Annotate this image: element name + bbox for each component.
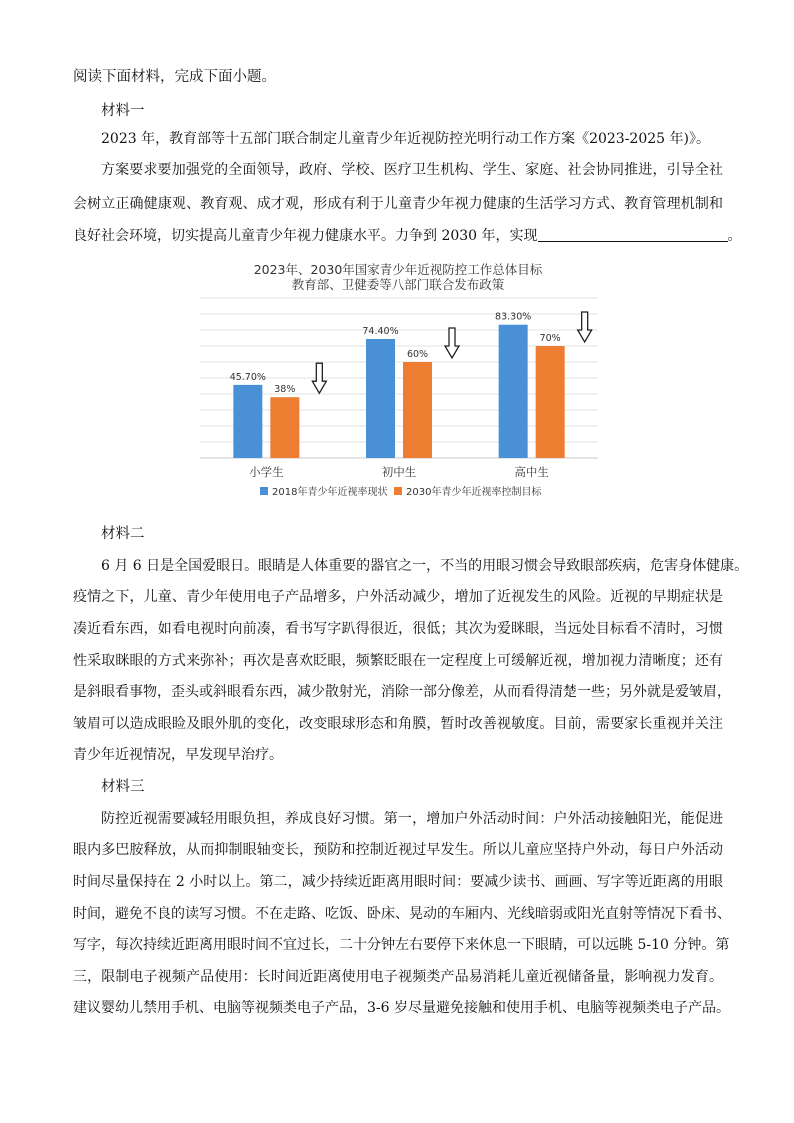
answer-blank[interactable] (538, 227, 728, 242)
legend-swatch (394, 487, 402, 495)
bar-current-2018 (499, 325, 528, 458)
intro-instruction: 阅读下面材料，完成下面小题。 (73, 69, 276, 85)
down-arrow-icon (578, 312, 592, 342)
material2-heading: 材料二 (101, 526, 145, 542)
material3-line: 防控近视需要减轻用眼负担，养成良好习惯。第一，增加户外活动时间：户外活动接触阳光，能促进 (101, 811, 723, 827)
bar-target-2030 (536, 346, 565, 458)
myopia-rate-chart (180, 258, 620, 508)
material1-paragraph2-text: 良好社会环境，切实提高儿童青少年视力健康水平。力争到 2030 年，实现 (73, 228, 538, 244)
material3-line: 时间尽量保持在 2 小时以上。第二，减少持续近距离用眼时间：要减少读书、画画、写字等近距离的用眼 (73, 874, 723, 890)
bar-target-2030 (270, 397, 299, 458)
material1-paragraph2-last-line (73, 226, 742, 246)
chart-title: 2023年、2030年国家青少年近视防控工作总体目标 (253, 262, 543, 277)
x-axis-label: 小学生 (249, 465, 284, 479)
chart-bars (230, 312, 565, 458)
chart-legend (260, 485, 542, 498)
bar-target-2030 (403, 362, 432, 458)
material3-line: 时间，避免不良的读写习惯。不在走路、吃饭、卧床、晃动的车厢内、光线暗弱或阳光直射等情况下看书、 (73, 906, 731, 922)
bar-data-label: 38% (274, 384, 296, 396)
bar-data-label: 45.70% (229, 371, 266, 383)
legend-swatch (260, 487, 268, 495)
bar-data-label: 83.30% (495, 311, 532, 323)
material3-line: 建议婴幼儿禁用手机、电脑等视频类电子产品，3-6 岁尽量避免接触和使用手机、电脑等视频类电子产品。 (73, 1000, 730, 1016)
material1-paragraph1: 2023 年，教育部等十五部门联合制定儿童青少年近视防控光明行动工作方案《2023-2025 年)》。 (101, 131, 710, 147)
bar-data-label: 70% (539, 333, 561, 344)
down-arrow-icon (445, 328, 459, 358)
material3-line: 眼内多巴胺释放，从而抑制眼轴变长，预防和控制近视过早发生。所以儿童应坚持户外动，每日户外活动 (73, 842, 723, 858)
x-axis-label: 高中生 (514, 465, 549, 479)
material1-paragraph2-line: 会树立正确健康观、教育观、成才观，形成有利于儿童青少年视力健康的生活学习方式、教育管理机制和 (73, 196, 723, 212)
material2-line: 6 月 6 日是全国爱眼日。眼睛是人体重要的器官之一，不当的用眼习惯会导致眼部疾病，危害身体健康。 (101, 558, 749, 574)
material2-line: 疫情之下，儿童、青少年使用电子产品增多，户外活动减少，增加了近视发生的风险。近视的早期症状是 (73, 589, 723, 605)
bar-current-2018 (366, 339, 395, 458)
material1-paragraph2-end: 。 (727, 228, 742, 244)
legend-label: 2018年青少年近视率现状 (272, 487, 388, 498)
x-axis-label: 初中生 (381, 465, 417, 479)
material2-line: 青少年近视情况，早发现早治疗。 (73, 747, 283, 763)
chart-subtitle: 教育部、卫健委等八部门联合发布政策 (291, 277, 505, 292)
material2-line: 皱眉可以造成眼睑及眼外肌的变化，改变眼球形态和角膜，暂时改善视敏度。目前，需要家长重视并关注 (73, 716, 723, 732)
material3-line: 写字，每次持续近距离用眼时间不宜过长，二十分钟左右要停下来休息一下眼睛，可以远眺 5-10 分钟。第 (73, 937, 730, 953)
bar-current-2018 (233, 385, 262, 458)
material3-heading: 材料三 (101, 779, 145, 795)
chart-x-axis-labels (249, 465, 549, 479)
bar-data-label: 60% (406, 349, 429, 360)
material2-line: 是斜眼看事物，歪头或斜眼看东西，减少散射光，消除一部分像差，从而看得清楚一些；另外就是爱皱眉， (73, 684, 731, 700)
material2-line: 性采取眯眼的方式来弥补；再次是喜欢眨眼，频繁眨眼在一定程度上可缓解近视，增加视力清晰度；还有 (73, 653, 723, 669)
material1-paragraph2-line: 方案要求要加强党的全面领导，政府、学校、医疗卫生机构、学生、家庭、社会协同推进，引导全社 (101, 162, 723, 178)
material1-heading: 材料一 (101, 103, 145, 119)
material2-line: 凑近看东西，如看电视时向前凑，看书写字趴得很近，很低；其次为爱眯眼，当远处目标看不清时，习惯 (73, 621, 723, 637)
bar-data-label: 74.40% (362, 325, 399, 337)
material3-line: 三，限制电子视频产品使用：长时间近距离使用电子视频类产品易消耗儿童近视储备量，影响视力发育。 (73, 969, 723, 985)
legend-label: 2030年青少年近视率控制目标 (406, 487, 542, 498)
